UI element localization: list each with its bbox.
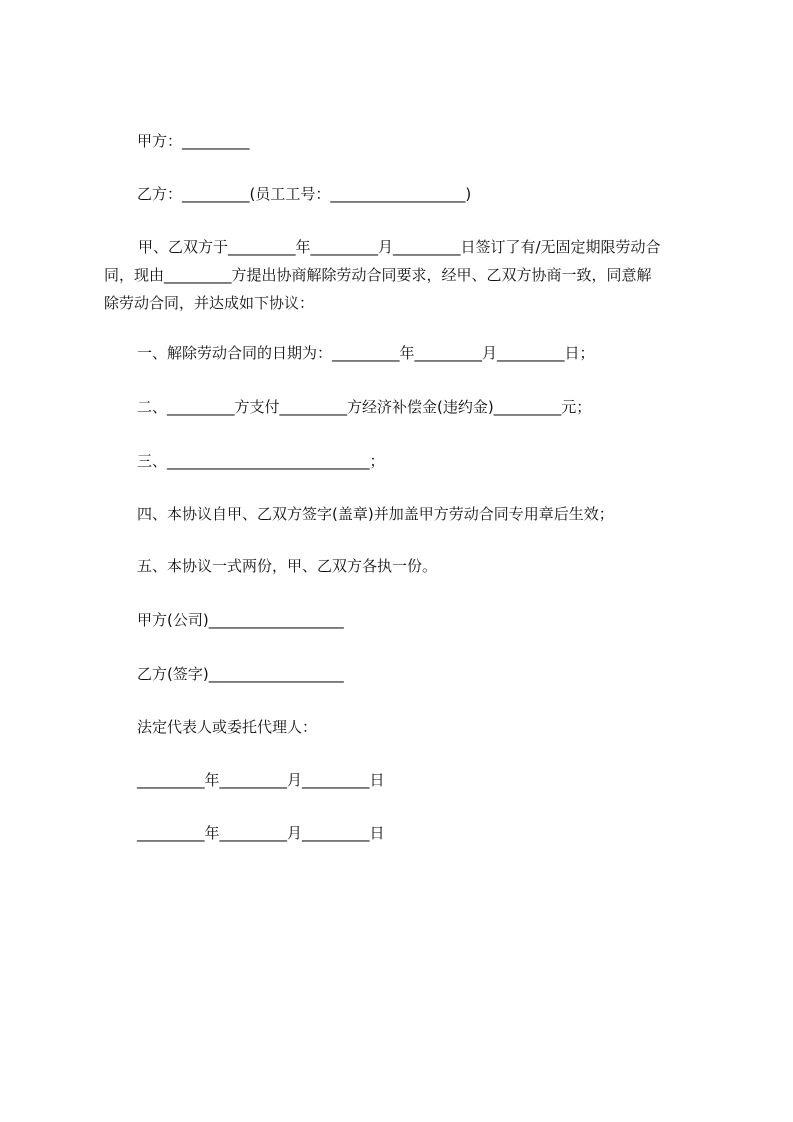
intro-line-1: 甲、乙双方于_________年_________月_________日签订了有/无固定期限劳动合 (138, 238, 661, 256)
legal-representative-label: 法定代表人或委托代理人： (137, 718, 318, 736)
employee-signature-line: 乙方(签字)__________________ (137, 665, 344, 683)
employee-id-blank: __________________ (330, 185, 466, 203)
party-a-label: 甲方： (137, 132, 183, 150)
date-line-2: _________年_________月_________日 (137, 824, 385, 842)
clause-1: 一、解除劳动合同的日期为：_________年_________月_________日； (137, 344, 595, 362)
clause-5: 五、本协议一式两份，甲、乙双方各执一份。 (137, 557, 438, 575)
intro-line-2: 同，现由_________方提出协商解除劳动合同要求，经甲、乙双方协商一致，同意解 (104, 266, 652, 284)
intro-line-3: 除劳动合同，并达成如下协议： (104, 294, 315, 312)
party-b-line (137, 184, 471, 204)
company-signature-line: 甲方(公司)__________________ (137, 611, 344, 629)
employee-id-close: ) (465, 185, 472, 203)
party-a-blank: _________ (182, 132, 250, 150)
party-b-label: 乙方： (137, 185, 183, 203)
date-line-1: _________年_________月_________日 (137, 771, 385, 789)
clause-4: 四、本协议自甲、乙双方签字(盖章)并加盖甲方劳动合同专用章后生效； (137, 505, 614, 523)
party-b-blank: _________ (182, 185, 250, 203)
party-a-line (137, 131, 250, 151)
clause-2: 二、_________方支付_________方经济补偿金(违约金)_________元； (137, 398, 592, 416)
clause-3: 三、___________________________； (137, 452, 385, 470)
intro-paragraph (104, 233, 702, 317)
employee-id-open: (员工工号： (249, 185, 331, 203)
